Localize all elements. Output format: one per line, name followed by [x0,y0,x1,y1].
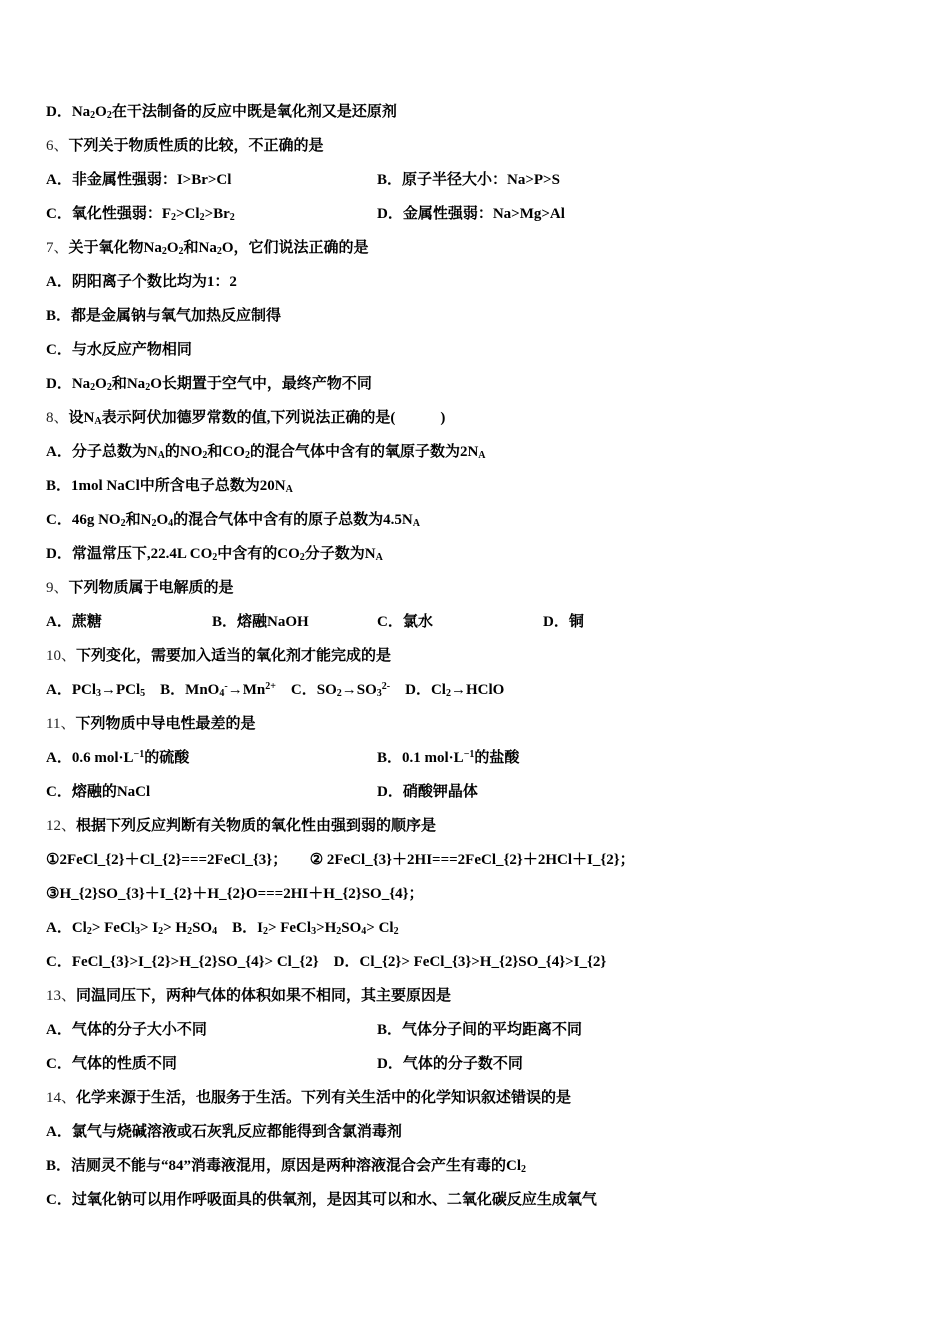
question-text: 关于氧化物$Na_2O_2$和$Na_2O$，它们说法正确的是 [68,240,369,257]
q7-stem [46,231,906,265]
question-text: 化学来源于生活，也服务于生活。下列有关生活中的化学知识叙述错误的是 [76,1090,572,1106]
q12-stem [46,809,906,843]
question-number: 11、 [46,716,76,732]
q8-option-c: C．46g $NO_2$和$N_2O_4$的混合气体中含有的原子总数为$4.5N_A$ [46,512,420,529]
question-number: 9、 [46,580,69,596]
question-number: 13、 [46,988,77,1004]
q9-stem [46,571,906,605]
q10-stem [46,639,906,673]
q9-options [46,605,906,639]
question-number: 8、 [46,410,69,426]
q8-option-b: B．1mol NaCl中所含电子总数为$20N_A$ [46,478,293,495]
q13-option-b: B．气体分子间的平均距离不同 [377,1022,583,1038]
q9-option-c: C．氯水 [377,614,433,630]
q6-option-c: C．氧化性强弱：$F_2>Cl_2>Br_2$ [46,206,235,223]
q13-stem [46,979,906,1013]
q12-equations-1-2: ①2FeCl_{2}＋Cl_{2}===2FeCl_{3}； ② 2FeCl_{3}＋2HI===2FeCl_{2}＋2HCl＋I_{2}； [46,852,635,868]
q11-options-ab [46,741,906,775]
question-text: 下列物质中导电性最差的是 [75,716,256,732]
question-number: 7、 [46,240,69,256]
question-number: 10、 [46,648,77,664]
q6-option-a: A．非金属性强弱：I>Br>Cl [46,172,232,188]
question-number: 14、 [46,1090,77,1106]
question-number: 12、 [46,818,77,834]
question-text: 同温同压下，两种气体的体积如果不相同，其主要原因是 [76,988,452,1004]
q7-option-b: B．都是金属钠与氧气加热反应制得 [46,308,282,324]
q8-option-a: A．分子总数为$N_A$的$NO_2$和$CO_2$的混合气体中含有的氧原子数为$2N_A$ [46,444,486,461]
exam-page [46,95,906,1217]
q8-option-d: D．常温常压下,22.4L $CO_2$中含有的$CO_2$分子数为$N_A$ [46,546,383,563]
q14-option-b: B．洁厕灵不能与“84”消毒液混用，原因是两种溶液混合会产生有毒的$Cl_2$ [46,1158,527,1175]
q12-options-cd: C．FeCl_{3}>I_{2}>H_{2}SO_{4}> Cl_{2} D．Cl_{2}> FeCl_{3}>H_{2}SO_{4}>I_{2} [46,954,607,970]
q11-stem [46,707,906,741]
q6-options-ab [46,163,906,197]
q6-stem [46,129,906,163]
q6-option-b: B．原子半径大小：Na>P>S [377,172,560,188]
q10-options: A．PCl$_3$→PCl$_5$ B．$MnO_4^-\to Mn^{2+}$ C．$SO_2\to SO_3^{2-}$ D．$Cl_2\to HClO$ [46,681,505,699]
q9-option-a: A．蔗糖 [46,614,102,630]
question-text: 设$N_A$表示阿伏加德罗常数的值,下列说法正确的是( ) [68,410,446,427]
q12-equation-3: ③H_{2}SO_{3}＋I_{2}＋H_{2}O===2HI＋H_{2}SO_{4}； [46,886,424,902]
q13-options-cd [46,1047,906,1081]
q7-option-d: D．$Na_2O_2$和$Na_2O$长期置于空气中，最终产物不同 [46,376,372,393]
q5-option-d: D．$Na_2O_2$在干法制备的反应中既是氧化剂又是还原剂 [46,104,397,121]
question-number: 6、 [46,138,69,154]
q9-option-d: D．铜 [543,614,584,630]
q14-option-c: C．过氧化钠可以用作呼吸面具的供氧剂，是因其可以和水、二氧化碳反应生成氧气 [46,1192,597,1208]
q7-option-a: A．阴阳离子个数比均为1：2 [46,274,237,290]
question-text: 下列变化，需要加入适当的氧化剂才能完成的是 [76,648,392,664]
q14-stem [46,1081,906,1115]
question-text: 根据下列反应判断有关物质的氧化性由强到弱的顺序是 [76,818,437,834]
q6-option-d: D．金属性强弱：Na>Mg>Al [377,206,565,222]
q13-option-d: D．气体的分子数不同 [377,1056,523,1072]
q11-option-a: A．0.6 $mol\cdot L^{-1}$的硫酸 [46,749,190,766]
q7-option-c: C．与水反应产物相同 [46,342,192,358]
q14-option-a: A．氯气与烧碱溶液或石灰乳反应都能得到含氯消毒剂 [46,1124,402,1140]
q11-option-c: C．熔融的NaCl [46,784,151,800]
q11-options-cd [46,775,906,809]
question-text: 下列关于物质性质的比较，不正确的是 [68,138,324,154]
question-text: 下列物质属于电解质的是 [68,580,234,596]
q13-options-ab [46,1013,906,1047]
q8-stem [46,401,906,435]
q13-option-c: C．气体的性质不同 [46,1056,177,1072]
q11-option-b: B．0.1 $mol\cdot L^{-1}$的盐酸 [377,749,520,766]
q12-options-ab: A．$Cl_2>$ FeCl$_3$> $I_2> H_2SO_4$ B．$I_2>$ $FeCl_3>H_2SO_4> Cl_2$ [46,920,399,937]
q13-option-a: A．气体的分子大小不同 [46,1022,207,1038]
q9-option-b: B．熔融NaOH [212,614,309,630]
q6-options-cd [46,197,906,231]
q11-option-d: D．硝酸钾晶体 [377,784,478,800]
